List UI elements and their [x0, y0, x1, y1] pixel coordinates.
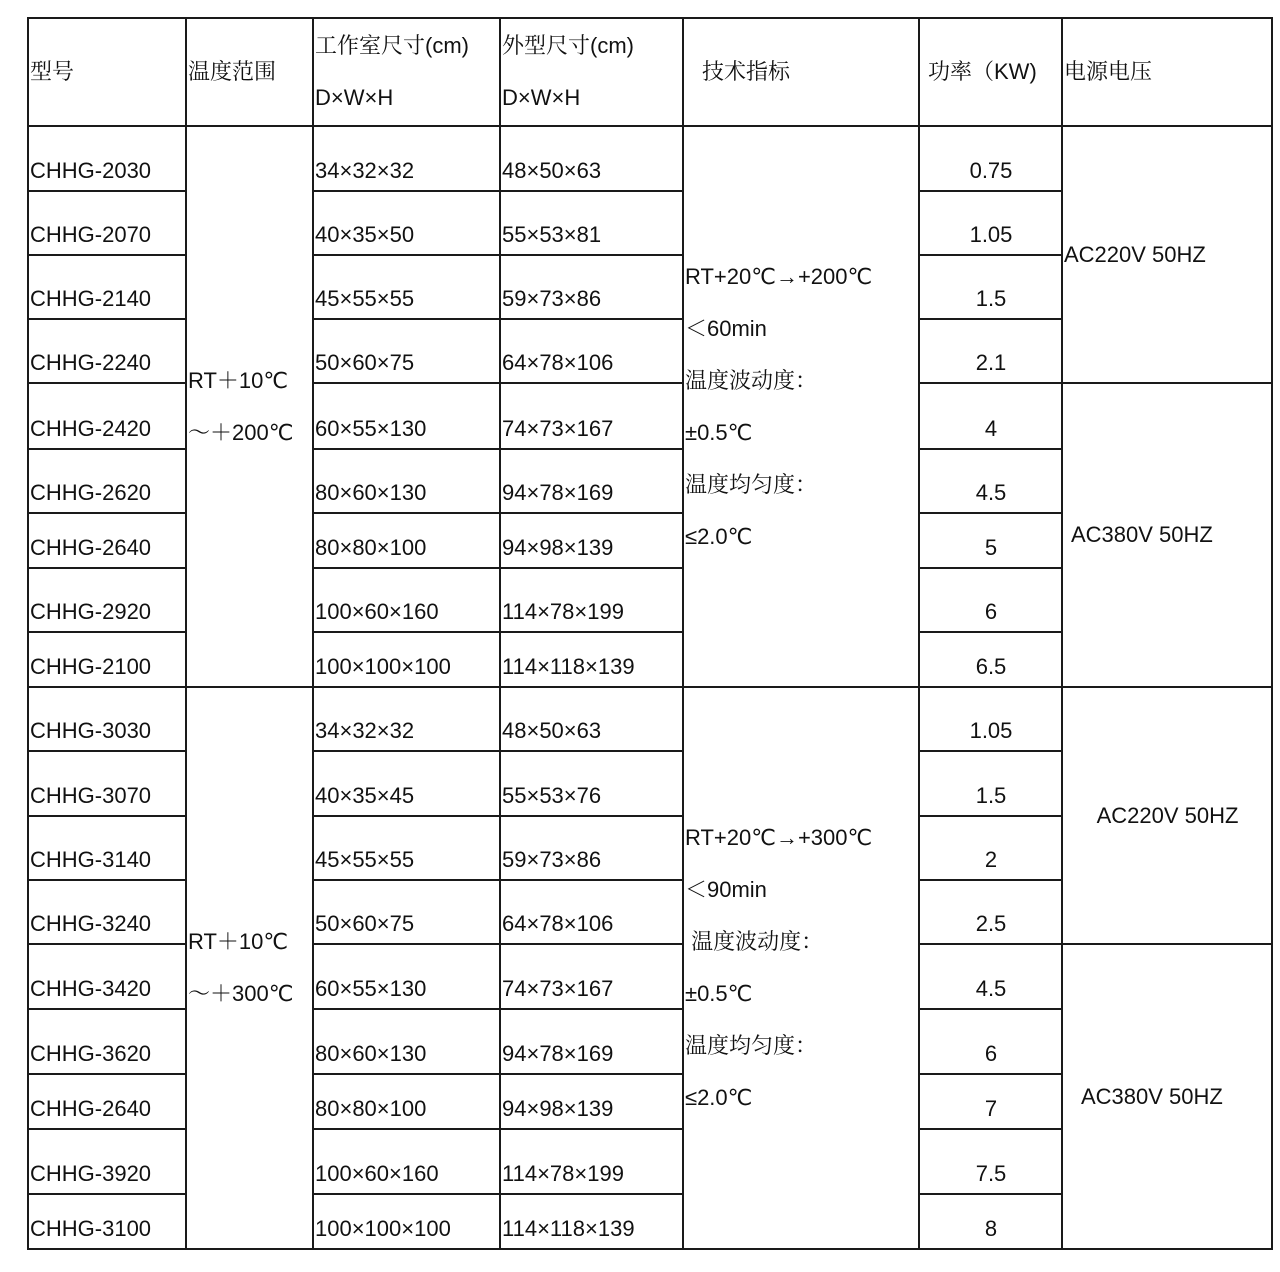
chamber-size-cell: 80×60×130	[313, 1009, 500, 1074]
model-cell: CHHG-3070	[28, 751, 186, 816]
outer-size-cell: 114×78×199	[500, 568, 683, 632]
model-cell: CHHG-2100	[28, 632, 186, 687]
chamber-size-cell: 50×60×75	[313, 319, 500, 383]
model-cell: CHHG-2240	[28, 319, 186, 383]
model-cell: CHHG-3100	[28, 1194, 186, 1249]
power-cell: 1.05	[919, 687, 1062, 751]
model-cell: CHHG-3140	[28, 816, 186, 880]
chamber-size-cell: 40×35×50	[313, 191, 500, 255]
model-cell: CHHG-3030	[28, 687, 186, 751]
header-outer-size-dims: D×W×H	[502, 85, 581, 110]
tech-spec-line: 温度均匀度：	[685, 471, 818, 497]
model-cell: CHHG-3420	[28, 944, 186, 1009]
model-cell: CHHG-2620	[28, 449, 186, 513]
header-power: 功率（KW)	[919, 18, 1062, 126]
voltage-cell: AC380V 50HZ	[1062, 383, 1272, 687]
tech-spec-line: ≤2.0℃	[685, 523, 753, 549]
voltage-cell: AC220V 50HZ	[1062, 126, 1272, 383]
outer-size-cell: 64×78×106	[500, 319, 683, 383]
outer-size-cell: 114×118×139	[500, 1194, 683, 1249]
outer-size-cell: 94×78×169	[500, 449, 683, 513]
model-cell: CHHG-3620	[28, 1009, 186, 1074]
chamber-size-cell: 80×80×100	[313, 513, 500, 568]
outer-size-cell: 48×50×63	[500, 687, 683, 751]
outer-size-cell: 74×73×167	[500, 944, 683, 1009]
chamber-size-cell: 100×100×100	[313, 1194, 500, 1249]
power-cell: 1.05	[919, 191, 1062, 255]
outer-size-cell: 94×98×139	[500, 1074, 683, 1129]
chamber-size-cell: 80×60×130	[313, 449, 500, 513]
tech-spec-line: ＜90min	[685, 877, 767, 902]
model-cell: CHHG-2070	[28, 191, 186, 255]
voltage-cell: AC220V 50HZ	[1062, 687, 1272, 944]
outer-size-cell: 64×78×106	[500, 880, 683, 944]
tech-spec-line: 温度波动度：	[685, 367, 818, 393]
tech-spec-cell	[683, 687, 919, 1249]
model-cell: CHHG-2420	[28, 383, 186, 449]
outer-size-cell: 94×98×139	[500, 513, 683, 568]
model-cell: CHHG-2640	[28, 513, 186, 568]
chamber-size-cell: 80×80×100	[313, 1074, 500, 1129]
chamber-size-cell: 100×100×100	[313, 632, 500, 687]
tech-spec-line: ≤2.0℃	[685, 1085, 753, 1110]
outer-size-cell: 59×73×86	[500, 255, 683, 319]
power-cell: 4.5	[919, 944, 1062, 1009]
chamber-size-cell: 34×32×32	[313, 126, 500, 191]
chamber-size-cell: 60×55×130	[313, 383, 500, 449]
chamber-size-cell: 45×55×55	[313, 816, 500, 880]
table-row	[28, 126, 1272, 191]
power-cell: 4	[919, 383, 1062, 449]
header-outer-size	[500, 18, 683, 126]
power-cell: 7.5	[919, 1129, 1062, 1194]
model-cell: CHHG-2030	[28, 126, 186, 191]
tech-spec-line: RT+20℃→+200℃	[685, 263, 873, 289]
header-chamber-size	[313, 18, 500, 126]
model-cell: CHHG-2140	[28, 255, 186, 319]
header-chamber-size-title: 工作室尺寸(cm)	[315, 33, 469, 58]
table-row	[28, 687, 1272, 751]
header-model: 型号	[28, 18, 186, 126]
power-cell: 2.1	[919, 319, 1062, 383]
spec-table	[27, 17, 1273, 1250]
power-cell: 6.5	[919, 632, 1062, 687]
outer-size-cell: 114×78×199	[500, 1129, 683, 1194]
outer-size-cell: 114×118×139	[500, 632, 683, 687]
tech-spec-cell	[683, 126, 919, 687]
power-cell: 5	[919, 513, 1062, 568]
temp-range-cell	[186, 126, 313, 687]
chamber-size-cell: 100×60×160	[313, 568, 500, 632]
power-cell: 6	[919, 1009, 1062, 1074]
model-cell: CHHG-2640	[28, 1074, 186, 1129]
power-cell: 1.5	[919, 255, 1062, 319]
header-outer-size-title: 外型尺寸(cm)	[502, 33, 634, 58]
header-chamber-size-dims: D×W×H	[315, 85, 394, 110]
chamber-size-cell: 60×55×130	[313, 944, 500, 1009]
temp-range-line: ～＋200℃	[188, 419, 294, 445]
chamber-size-cell: 100×60×160	[313, 1129, 500, 1194]
header-voltage: 电源电压	[1062, 18, 1272, 126]
tech-spec-line: RT+20℃→+300℃	[685, 825, 873, 850]
temp-range-line: ～＋300℃	[188, 981, 294, 1006]
chamber-size-cell: 34×32×32	[313, 687, 500, 751]
power-cell: 1.5	[919, 751, 1062, 816]
power-cell: 4.5	[919, 449, 1062, 513]
tech-spec-line: ＜60min	[685, 315, 767, 341]
tech-spec-line: ±0.5℃	[685, 981, 753, 1006]
tech-spec-line: 温度波动度：	[685, 929, 824, 954]
chamber-size-cell: 45×55×55	[313, 255, 500, 319]
temp-range-line: RT＋10℃	[188, 929, 289, 954]
outer-size-cell: 55×53×76	[500, 751, 683, 816]
temp-range-cell	[186, 687, 313, 1249]
power-cell: 0.75	[919, 126, 1062, 191]
power-cell: 6	[919, 568, 1062, 632]
outer-size-cell: 55×53×81	[500, 191, 683, 255]
temp-range-line: RT＋10℃	[188, 367, 289, 393]
outer-size-cell: 94×78×169	[500, 1009, 683, 1074]
tech-spec-line: ±0.5℃	[685, 419, 753, 445]
model-cell: CHHG-2920	[28, 568, 186, 632]
outer-size-cell: 48×50×63	[500, 126, 683, 191]
chamber-size-cell: 50×60×75	[313, 880, 500, 944]
chamber-size-cell: 40×35×45	[313, 751, 500, 816]
power-cell: 7	[919, 1074, 1062, 1129]
header-temp-range: 温度范围	[186, 18, 313, 126]
power-cell: 2.5	[919, 880, 1062, 944]
power-cell: 8	[919, 1194, 1062, 1249]
outer-size-cell: 74×73×167	[500, 383, 683, 449]
voltage-cell: AC380V 50HZ	[1062, 944, 1272, 1249]
tech-spec-line: 温度均匀度：	[685, 1033, 818, 1058]
model-cell: CHHG-3240	[28, 880, 186, 944]
header-tech-spec: 技术指标	[683, 18, 919, 126]
power-cell: 2	[919, 816, 1062, 880]
header-row	[28, 18, 1272, 126]
model-cell: CHHG-3920	[28, 1129, 186, 1194]
outer-size-cell: 59×73×86	[500, 816, 683, 880]
